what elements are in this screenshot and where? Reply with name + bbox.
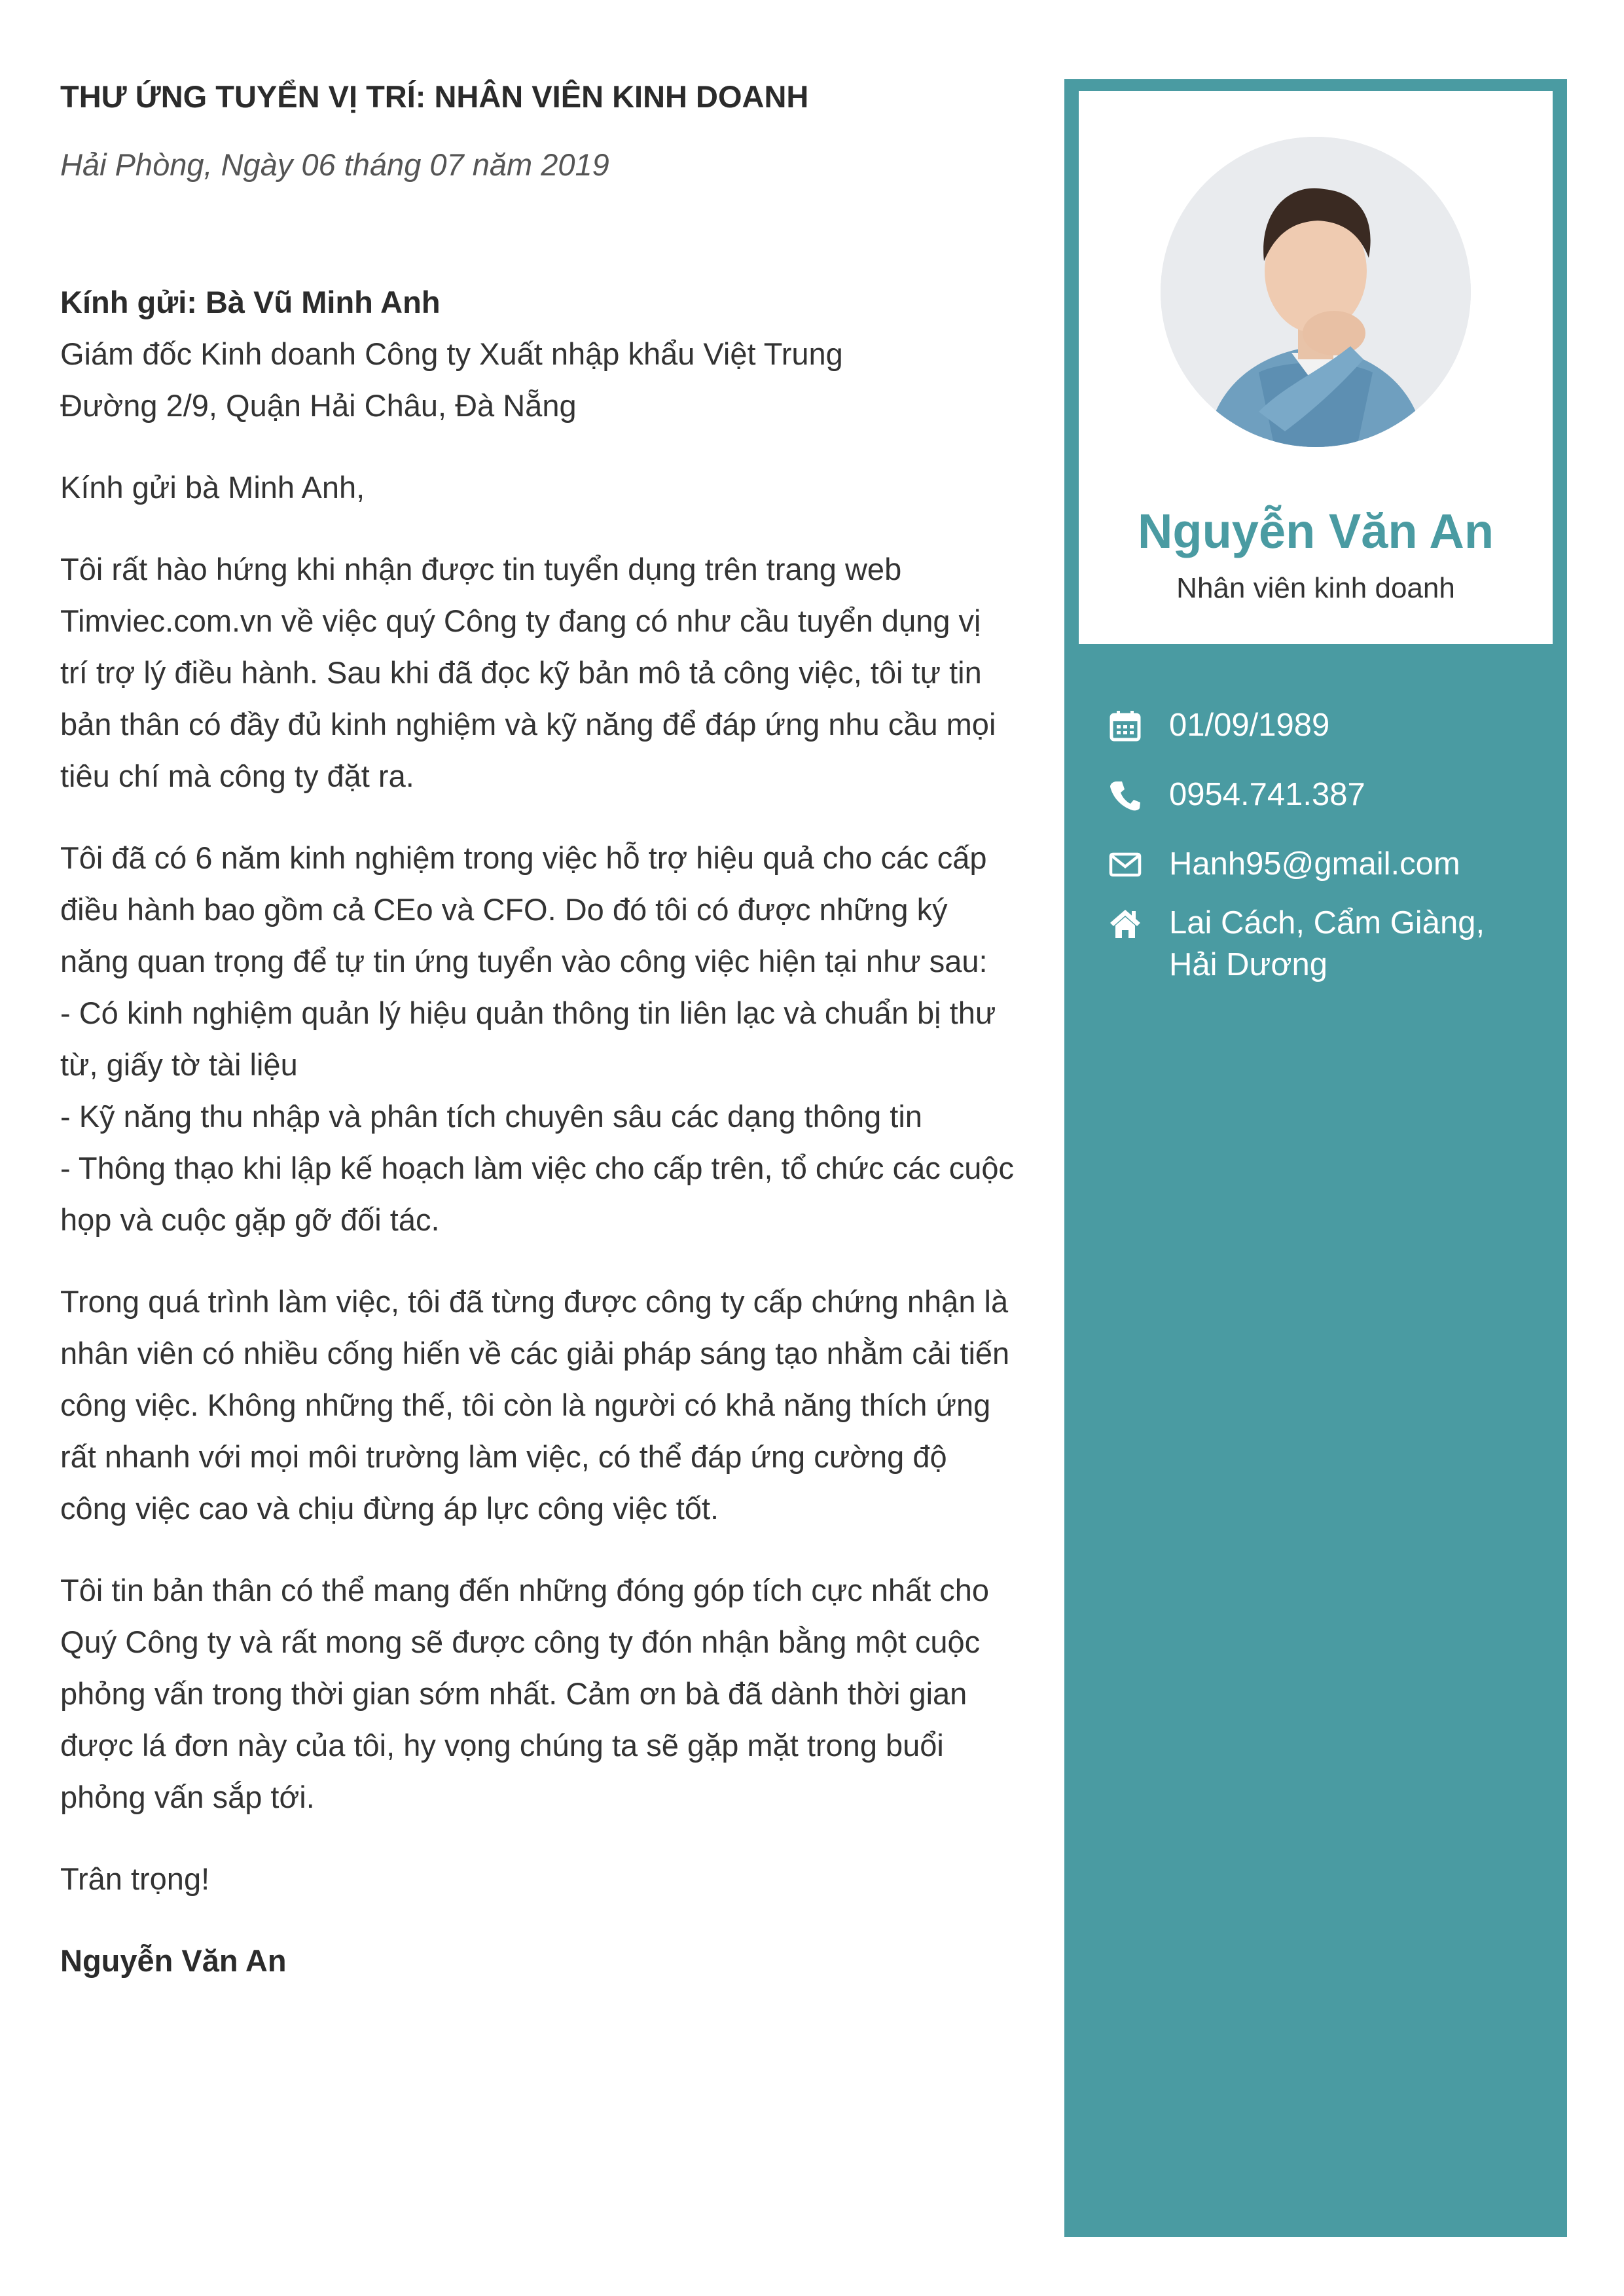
phone-icon [1109,779,1142,812]
profile-card [1079,91,1553,644]
skill-item: - Có kinh nghiệm quản lý hiệu quản thông tin liên lạc và chuẩn bị thư từ, giấy tờ tài liệu [60,996,996,1082]
cover-letter [60,77,1016,1986]
closing: Trân trọng! [60,1861,210,1896]
birthday-value: 01/09/1989 [1169,708,1330,743]
profile-job-title: Nhân viên kinh doanh [1176,572,1455,604]
address-value: Lai Cách, Cẩm Giàng, Hải Dương [1169,905,1485,982]
contact-list [1109,704,1541,986]
contact-address [1109,902,1541,986]
experience-section [60,832,1016,1246]
recipient-block [60,276,1016,431]
recipient-address: Đường 2/9, Quận Hải Châu, Đà Nẵng [60,388,577,423]
email-value[interactable]: Hanh95@gmail.com [1169,846,1460,882]
signature: Nguyễn Văn An [60,1943,287,1978]
letter-heading: THƯ ỨNG TUYỂN VỊ TRÍ: NHÂN VIÊN KINH DOANH [60,79,809,114]
avatar [1161,137,1471,447]
avatar-photo [1161,137,1471,447]
contact-email [1109,843,1541,885]
paragraph-conclusion: Tôi tin bản thân có thể mang đến những đóng góp tích cực nhất cho Quý Công ty và rất mong sẽ được công ty đón nhận bằng một cuộc phỏng vấn trong thời gian sớm nhất. Cảm ơn bà đã dành thời gian được lá đơn này của tôi, hy vọng chúng ta sẽ gặp mặt trong buổi phỏng vấn sắp tới. [60,1573,990,1814]
letter-date: Hải Phòng, Ngày 06 tháng 07 năm 2019 [60,147,609,182]
recipient-position: Giám đốc Kinh doanh Công ty Xuất nhập khẩu Việt Trung [60,336,843,371]
home-icon [1109,907,1142,940]
recipient-name: Kính gửi: Bà Vũ Minh Anh [60,285,441,319]
contact-phone [1109,774,1541,816]
calendar-icon [1109,709,1142,742]
profile-sidebar [1064,79,1567,2237]
paragraph-intro: Tôi rất hào hứng khi nhận được tin tuyển dụng trên trang web Timviec.com.vn về việc quý Công ty đang có như cầu tuyển dụng vị trí trợ lý điều hành. Sau khi đã đọc kỹ bản mô tả công việc, tôi tự tin bản thân có đầy đủ kinh nghiệm và kỹ năng để đáp ứng nhu cầu mọi tiêu chí mà công ty đặt ra. [60,552,996,793]
skill-item: - Kỹ năng thu nhập và phân tích chuyên sâu các dạng thông tin [60,1099,922,1134]
contact-birthday [1109,704,1541,746]
skill-item: - Thông thạo khi lập kế hoạch làm việc cho cấp trên, tổ chức các cuộc họp và cuộc gặp gỡ đối tác. [60,1151,1015,1237]
phone-value: 0954.741.387 [1169,777,1365,812]
profile-name: Nguyễn Văn An [1137,504,1494,558]
envelope-icon [1109,848,1142,881]
paragraph-achievements: Trong quá trình làm việc, tôi đã từng được công ty cấp chứng nhận là nhân viên có nhiều cống hiến về các giải pháp sáng tạo nhằm cải tiến công việc. Không những thế, tôi còn là người có khả năng thích ứng rất nhanh với mọi môi trường làm việc, có thể đáp ứng cường độ công việc cao và chịu đừng áp lực công việc tốt. [60,1284,1010,1526]
paragraph-experience: Tôi đã có 6 năm kinh nghiệm trong việc hỗ trợ hiệu quả cho các cấp điều hành bao gồm cả CEo và CFO. Do đó tôi có được những ký năng quan trọng để tự tin ứng tuyển vào công việc hiện tại như sau: [60,840,988,978]
salutation: Kính gửi bà Minh Anh, [60,470,365,505]
